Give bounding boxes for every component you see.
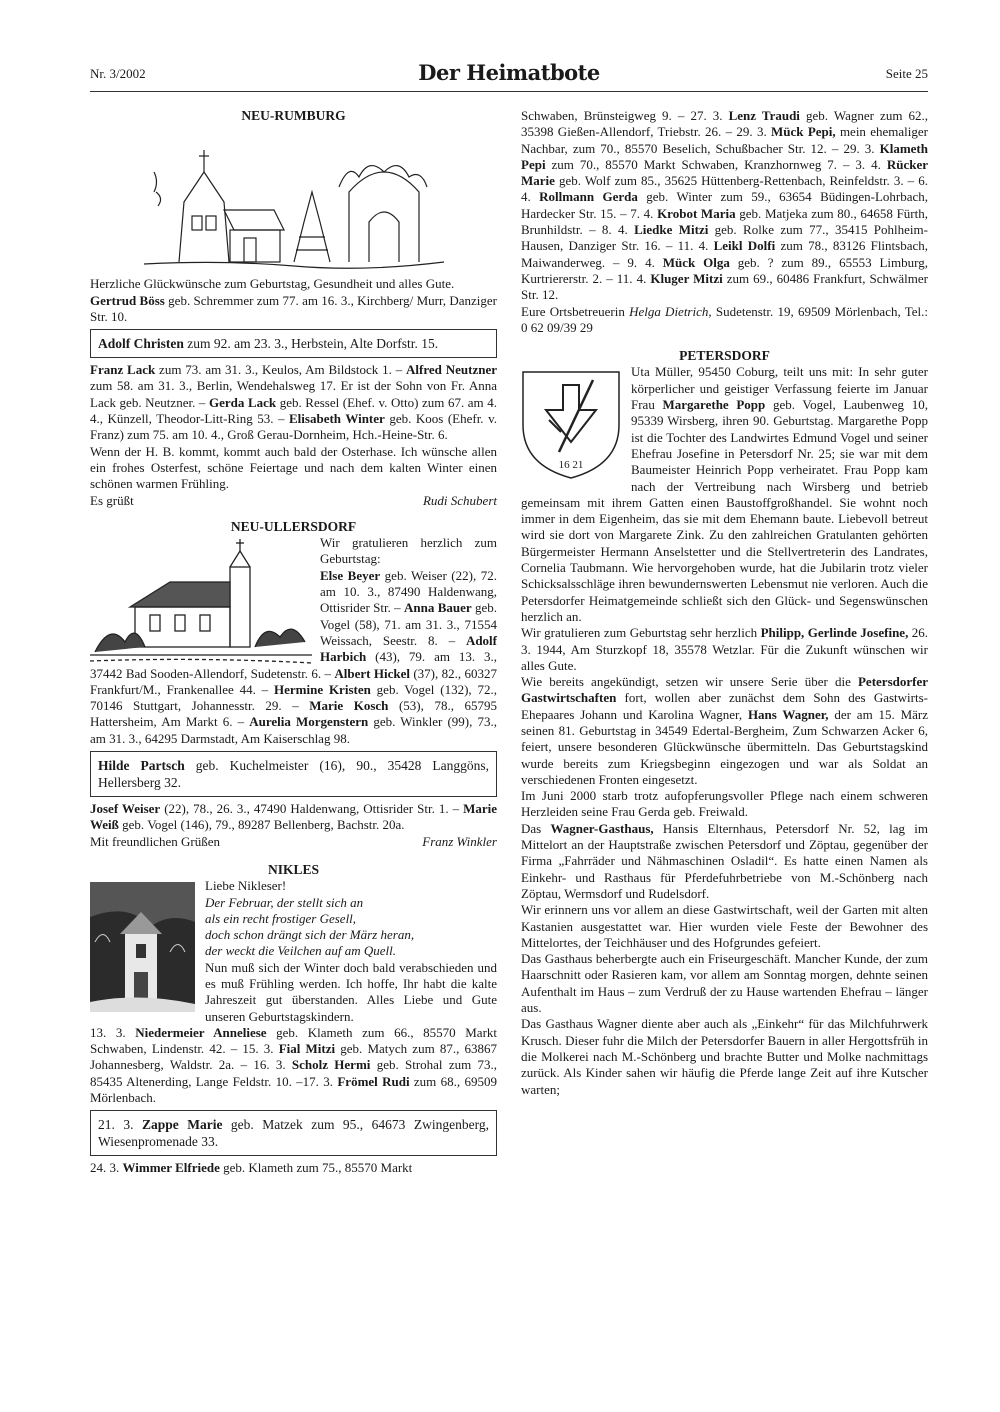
- poem-line: als ein recht frostiger Gesell,: [205, 910, 357, 926]
- church-sketch-illustration: [144, 132, 444, 272]
- poem-line: Der Februar, der stellt sich an: [205, 894, 364, 910]
- petersdorf-paragraph: Wir erinnern uns vor allem an diese Gastwirtschaft, weil der Garten mit alten Kastanien ausgestattet war. Hier wurden viele Feste der Bewohner des Mittelortes, der Teichhäuser und des Hofgrundes gefeiert.: [521, 902, 928, 950]
- crest-year: 16 21: [558, 459, 584, 472]
- rumburg-birthday-list: Franz Lack zum 73. am 31. 3., Keulos, Am Bildstock 1. – Alfred Neutzner zum 58. am 31. 3., Berlin, Wendehalsweg 17. Er ist der Sohn von Fr. Anna Lack geb. Neutzner. – Gerda Lack geb. Ressel (Ehef. v. Otto) zum 67. am 4. 4., Künzell, Theodor-Litt-Ring 53. – Elisabeth Winter geb. Koos (Ehefr. v. Franz) zum 75. am 10. 4., Groß Gerau-Dornheim, Hch.-Heine-Str. 6.: [90, 362, 497, 443]
- highlight-box-adolf-christen: Adolf Christen zum 92. am 23. 3., Herbstein, Alte Dorfstr. 15.: [90, 329, 497, 358]
- petersdorf-wagner-gasthaus: Das Wagner-Gasthaus, Hansis Elternhaus, Petersdorf Nr. 52, lag im Mittelort an der Hauptstraße zwischen Petersdorf und Zöptau, gegenüber der Firma „Fahrräder und Nähmaschinen Osladil“. Es hatte einen Namen als Einkehr- und Rasthaus für Pferdefuhrbetriebe von M.-Schönberg nach Zöptau, Wermsdorf und Rudelsdorf.: [521, 820, 929, 901]
- section-title-neu-ullersdorf: NEU-ULLERSDORF: [230, 518, 357, 534]
- header-rule: [90, 91, 928, 92]
- poem-line: doch schon drängt sich der März heran,: [205, 927, 415, 943]
- left-column: [90, 108, 497, 1177]
- nikles-chapel-photo: [90, 882, 195, 1012]
- petersdorf-gastwirtschaften: Wie bereits angekündigt, setzen wir unsere Serie über die Petersdorfer Gastwirtschaften fort, wollen aber zunächst dem Sohn des Gastwirts-Ehepaares Johann und Karolina Wagner, Hans Wagner, der am 15. März seinen 81. Geburtstag in 34549 Edertal-Bergheim, Zum Schwarzen Acker 6, feiert, unsere besonderen Glückwünsche übermitteln. Das Geburtstagskind wurde bereits zum Kriegsbeginn eingezogen und war als Soldat an verschiedenen Fronten eingesetzt.: [521, 674, 928, 787]
- section-title-nikles: NIKLES: [267, 861, 320, 877]
- highlight-box-zappe-marie: 21. 3. Zappe Marie geb. Matzek zum 95., 64673 Zwingenberg, Wiesenpromenade 33.: [90, 1110, 497, 1156]
- section-title-petersdorf: PETERSDORF: [679, 348, 770, 364]
- petersdorf-philipp-greeting: Wir gratulieren zum Geburtstag sehr herzlich Philipp, Gerlinde Josefine, 26. 3. 1944, Am Sturzkopf 18, 35578 Wetzlar. Für die Zukunft wünschen wir alles Gute.: [521, 625, 929, 673]
- right-column: [521, 108, 928, 1098]
- rumburg-intro: Herzliche Glückwünsche zum Geburtstag, Gesundheit und alles Gute.: [90, 276, 455, 292]
- nikles-birthday-continued: Schwaben, Brünsteigweg 9. – 27. 3. Lenz Traudi geb. Wagner zum 62., 35398 Gießen-Allendorf, Triebstr. 26. – 29. 3. Mück Pepi, mein ehemaliger Nachbar, zum 70., 85570 Beselich, Schußbacher Str. 12. – 29. 3. Klameth Pepi zum 70., 85570 Markt Schwaben, Kranzhornweg 7. – 3. 4. Rücker Marie geb. Wolf zum 85., 35625 Hüttenberg-Rettenbach, Reinfeldstr. 3. – 6. 4. Rollmann Gerda geb. Winter zum 59., 63654 Büdingen-Lohrbach, Hardecker Str. 15. – 7. 4. Krobot Maria geb. Matjeka zum 80., 64658 Fürth, Brunhildstr. – 8. 4. Liedke Mitzi geb. Rolke zum 77., 35415 Pohlheim-Hausen, Danziger Str. 16. – 11. 4. Leikl Dolfi zum 78., 83126 Flintsbach, Maiwanderweg. – 9. 4. Mück Olga geb. ? zum 89., 65553 Limburg, Kurtriererstr. 2. – 11. 4. Kluger Mitzi zum 69., 60486 Frankfurt, Schwälmer Str. 12.: [521, 108, 929, 303]
- ullersdorf-entry-weiser: Josef Weiser (22), 78., 26. 3., 47490 Haldenwang, Ottisrider Str. 1. – Marie Weiß geb. Vogel (146), 79., 89287 Bellenberg, Bachstr. 20a.: [90, 801, 497, 833]
- nikles-contact: Eure Ortsbetreuerin Helga Dietrich, Sudetenstr. 19, 69509 Mörlenbach, Tel.: 0 62 09/39 29: [521, 303, 928, 335]
- rumburg-signature: Es grüßt Rudi Schubert: [90, 492, 497, 508]
- section-title-neu-rumburg: NEU-RUMBURG: [241, 108, 346, 123]
- petersdorf-paragraph: Das Gasthaus beherbergte auch ein Friseurgeschäft. Mancher Kunde, der zum Haarschnitt oder Rasieren kam, vor allem am Sonntag morgen, dehnte seinen Aufenthalt im Haus – zum Verdruß der zu Hause wartenden Ehefrau – länger aus.: [521, 951, 928, 1016]
- ullersdorf-signature: Mit freundlichen Grüßen Franz Winkler: [90, 833, 497, 849]
- petersdorf-coat-of-arms: [521, 370, 621, 480]
- petersdorf-popp-article: Uta Müller, 95450 Coburg, teilt uns mit: In sehr guter körperlicher und geistiger Verfassung feierte im Januar Frau Margarethe Popp geb. Vogel, Laubenweg 10, 95339 Wirsberg, ihren 90. Geburtstag. Margarethe Popp ist die Tochter des Landwirtes Edmund Vogel und seiner Ehefrau Josefine in Petersdorf Nr. 25; sie war mit dem Baumeister Heinrich Popp verheiratet. Frau Popp kam nach der Vertreibung nach Wirsberg und betrieb gemeinsam mit ihrem Gatten einen Baustoffgroßhandel. Sie wohnt noch immer in dem Eigenheim, das sie mit dem Ehemann baute. Liebevoll betreut wird sie dort von Margarete Zink. Zu den zahlreichen Gratulanten gehörten Bürgermeister Hermann Anselstetter und die Stellvertreterin des Landrates, Cornelia Taubmann. Wie hervorgehoben wurde, hat die Jubilarin trotz vieler Schicksalsschläge ihren bewundernswerten Lebensmut nie verloren. Auch die Petersdorfer Heimatgemeinde schließt sich den Glück- und Segenswünschen herzlich an.: [521, 364, 928, 624]
- rumburg-easter-wishes: Wenn der H. B. kommt, kommt auch bald der Osterhase. Ich wünsche allen ein frohes Osterfest, schöne Feiertage und nach dem kalten Winter einen schönen warmen Frühling.: [90, 443, 497, 492]
- rumburg-entry-1: Gertrud Böss geb. Schremmer zum 77. am 16. 3., Kirchberg/ Murr, Danziger Str. 10.: [90, 292, 498, 324]
- village-church-illustration: [90, 537, 312, 665]
- masthead: Der Heimatbote: [418, 60, 600, 85]
- page-header: [90, 60, 928, 88]
- issue-number: Nr. 3/2002: [90, 66, 146, 81]
- nikles-salutation: Liebe Nikleser!: [205, 878, 287, 894]
- ullersdorf-intro: Wir gratulieren herzlich zum Geburtstag:: [320, 535, 497, 567]
- nikles-text: Nun muß sich der Winter doch bald verabschieden und es muß Frühling werden. Ich hoffe, Ihr habt die kalte Jahreszeit gut überstanden. Alles Liebe und Gute unseren Geburtstagskindern.: [205, 959, 497, 1024]
- poem-line: der weckt die Veilchen auf am Quell.: [205, 943, 396, 959]
- page-number: Seite 25: [885, 66, 928, 81]
- nikles-birthday-list: 13. 3. Niedermeier Anneliese geb. Klameth zum 66., 85570 Markt Schwaben, Lindenstr. 42. – 15. 3. Fial Mitzi geb. Matych zum 87., 63867 Johannesberg, Waldstr. 2a. – 16. 3. Scholz Hermi geb. Strohal zum 73., 85435 Altenerding, Lange Feldstr. 10. –17. 3. Frömel Rudi zum 68., 69509 Mörlenbach.: [90, 1024, 498, 1106]
- petersdorf-paragraph: Das Gasthaus Wagner diente aber auch als „Einkehr“ für das Milchfuhrwerk Krusch. Dieser fuhr die Milch der Petersdorfer Bauern in aller Hergottsfrüh in die Molkerei nach M.-Schönberg und brachte Butter und Molke nachmittags zurück. Als Kinder sahen wir häufig die Pferde lange Zeit auf ihre Kutscher warten;: [521, 1016, 928, 1097]
- petersdorf-paragraph: Im Juni 2000 starb trotz aufopferungsvoller Pflege nach einem schweren Herzleiden seine Frau Gerda geb. Freiwald.: [521, 788, 928, 820]
- ullersdorf-birthday-list: Else Beyer geb. Weiser (22), 72. am 10. 3., 87490 Haldenwang, Ottisrider Str. – Anna Bauer geb. Vogel (58), 71. am 31. 3., 71554 Weissach, Seestr. 8. – Adolf Harbich (43), 79. am 13. 3., 37442 Bad Sooden-Allendorf, Sudetenstr. 6. – Albert Hickel (37), 82., 60327 Frankfurt/M., Frankenallee 44. – Hermine Kristen geb. Vogel (132), 72., 70146 Stuttgart, Johannesstr. 29. – Marie Kosch (53), 78., 65795 Hattersheim, Am Markt 6. – Aurelia Morgenstern geb. Winkler (99), 73., am 31. 3., 64295 Darmstadt, Am Kaiserschlag 98.: [90, 567, 498, 746]
- nikles-last-entry: 24. 3. Wimmer Elfriede geb. Klameth zum 75., 85570 Markt: [90, 1160, 413, 1176]
- highlight-box-hilde-partsch: Hilde Partsch geb. Kuchelmeister (16), 90., 35428 Langgöns, Hellersberg 32.: [90, 751, 497, 797]
